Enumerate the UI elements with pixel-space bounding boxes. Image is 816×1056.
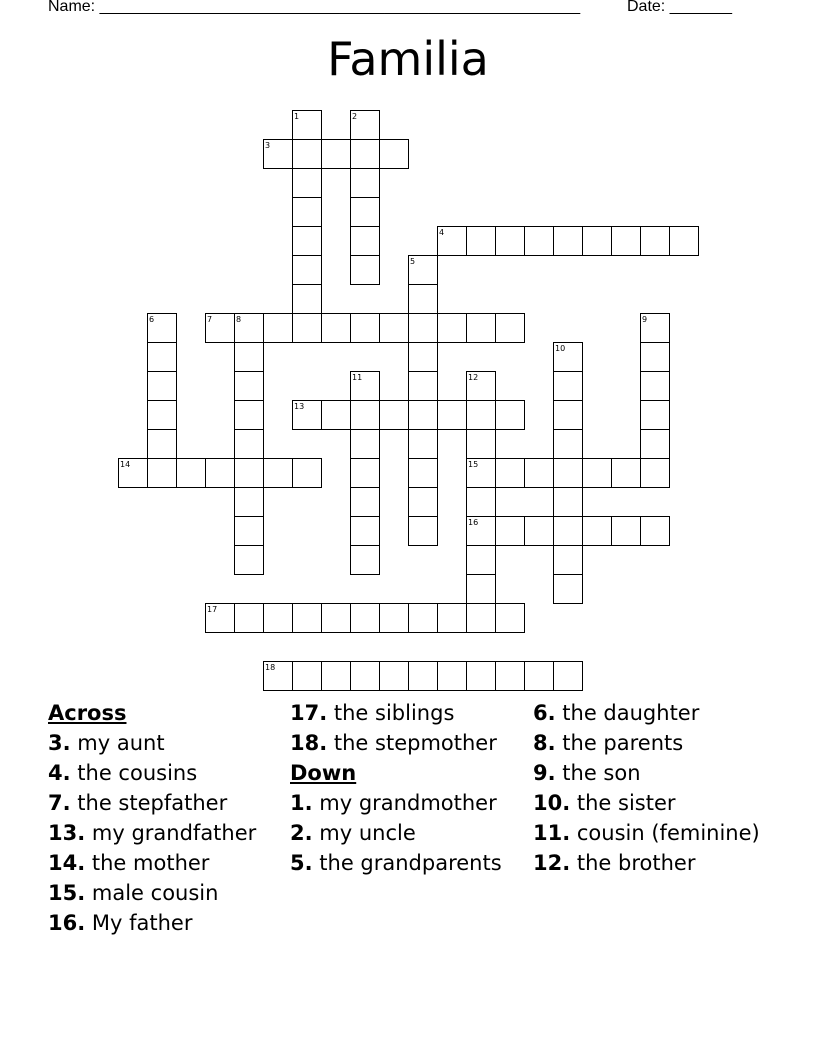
grid-cell[interactable] — [467, 401, 496, 430]
grid-cell[interactable] — [322, 604, 351, 633]
grid-cell[interactable] — [525, 517, 554, 546]
clue-text: male cousin — [91, 881, 219, 905]
clue-number-label: 1 — [294, 112, 300, 121]
grid-cell[interactable] — [467, 430, 496, 459]
grid-cell[interactable] — [583, 227, 612, 256]
clue-text: the cousins — [77, 761, 198, 785]
clue-text: the grandparents — [319, 851, 502, 875]
clue-number-label: 16 — [468, 518, 479, 527]
grid-cell[interactable] — [351, 459, 380, 488]
grid-cell[interactable] — [380, 604, 409, 633]
grid-cell[interactable] — [641, 430, 670, 459]
clue-number: 12. — [533, 851, 571, 875]
grid-cell[interactable] — [351, 227, 380, 256]
clue-number: 17. — [290, 701, 328, 725]
grid-cell[interactable] — [409, 517, 438, 546]
grid-cell[interactable] — [409, 401, 438, 430]
grid-cell[interactable] — [148, 372, 177, 401]
grid-cell[interactable] — [293, 227, 322, 256]
grid-cell[interactable] — [293, 198, 322, 227]
grid-cell[interactable] — [641, 343, 670, 372]
down-clue — [533, 701, 773, 725]
clue-number: 3. — [48, 731, 71, 755]
grid-cell[interactable] — [351, 256, 380, 285]
clue-number-label: 7 — [207, 315, 213, 324]
across-clue — [48, 821, 283, 845]
grid-cell[interactable] — [380, 314, 409, 343]
clue-number: 14. — [48, 851, 86, 875]
grid-cell[interactable] — [409, 343, 438, 372]
grid-cell[interactable] — [554, 575, 583, 604]
grid-cell[interactable] — [670, 227, 699, 256]
across-clue — [48, 791, 283, 815]
clue-number: 18. — [290, 731, 328, 755]
clue-number-label: 12 — [468, 373, 479, 382]
date-field: Date: _______ — [627, 0, 732, 15]
clue-number-label: 6 — [149, 315, 155, 324]
grid-cell[interactable] — [148, 401, 177, 430]
clue-number-label: 4 — [439, 228, 445, 237]
grid-cell[interactable] — [554, 227, 583, 256]
clue-column-1 — [48, 701, 283, 941]
clue-number-label: 3 — [265, 141, 271, 150]
grid-cell[interactable] — [264, 604, 293, 633]
grid-cell[interactable] — [554, 372, 583, 401]
grid-cell[interactable] — [438, 401, 467, 430]
clue-number-label: 5 — [410, 257, 416, 266]
grid-cell[interactable] — [496, 401, 525, 430]
clue-number: 4. — [48, 761, 71, 785]
clue-number: 9. — [533, 761, 556, 785]
grid-cell[interactable] — [525, 662, 554, 691]
grid-cell[interactable] — [206, 459, 235, 488]
grid-cell[interactable] — [438, 604, 467, 633]
grid-cell[interactable] — [583, 517, 612, 546]
clue-number-label: 9 — [642, 315, 648, 324]
grid-cell[interactable] — [554, 488, 583, 517]
clue-number-label: 18 — [265, 663, 276, 672]
grid-cell[interactable] — [351, 140, 380, 169]
down-clue — [533, 791, 773, 815]
grid-cell[interactable] — [322, 662, 351, 691]
down-clue — [290, 791, 525, 815]
grid-cell[interactable] — [641, 227, 670, 256]
clue-number-label: 13 — [294, 402, 305, 411]
down-clue — [533, 731, 773, 755]
grid-cell[interactable] — [496, 517, 525, 546]
grid-cell[interactable] — [467, 546, 496, 575]
clue-number: 5. — [290, 851, 313, 875]
grid-cell[interactable] — [177, 459, 206, 488]
down-clue — [533, 821, 773, 845]
grid-cell[interactable] — [351, 488, 380, 517]
grid-cell[interactable] — [467, 575, 496, 604]
across-clue — [48, 851, 283, 875]
clue-number: 11. — [533, 821, 571, 845]
across-clue — [48, 761, 283, 785]
across-clue — [290, 731, 525, 755]
down-clue — [290, 821, 525, 845]
grid-cell[interactable] — [322, 314, 351, 343]
clue-text: the sister — [576, 791, 676, 815]
clue-number-label: 8 — [236, 315, 242, 324]
clue-number-label: 11 — [352, 373, 363, 382]
grid-cell[interactable] — [554, 430, 583, 459]
grid-cell[interactable] — [235, 372, 264, 401]
grid-cell[interactable] — [641, 517, 670, 546]
grid-cell[interactable] — [525, 227, 554, 256]
grid-cell[interactable] — [148, 430, 177, 459]
clue-number: 13. — [48, 821, 86, 845]
grid-cell[interactable] — [612, 227, 641, 256]
grid-cell[interactable] — [293, 169, 322, 198]
grid-cell[interactable] — [554, 546, 583, 575]
grid-cell[interactable] — [612, 517, 641, 546]
grid-cell[interactable] — [467, 227, 496, 256]
across-clue — [290, 701, 525, 725]
grid-cell[interactable] — [264, 459, 293, 488]
grid-cell[interactable] — [409, 372, 438, 401]
grid-cell[interactable] — [293, 314, 322, 343]
grid-cell[interactable] — [293, 604, 322, 633]
clue-number: 8. — [533, 731, 556, 755]
clue-column-3 — [533, 701, 773, 881]
grid-cell[interactable] — [235, 546, 264, 575]
grid-cell[interactable] — [235, 488, 264, 517]
clue-text: my grandfather — [91, 821, 257, 845]
clue-text: the siblings — [333, 701, 455, 725]
grid-cell[interactable] — [409, 662, 438, 691]
grid-cell[interactable] — [322, 401, 351, 430]
clue-number: 6. — [533, 701, 556, 725]
grid-cell[interactable] — [293, 140, 322, 169]
grid-cell[interactable] — [264, 314, 293, 343]
clue-text: the parents — [562, 731, 684, 755]
clue-text: the brother — [576, 851, 696, 875]
grid-cell[interactable] — [438, 662, 467, 691]
down-clue — [290, 851, 525, 875]
grid-cell[interactable] — [554, 459, 583, 488]
grid-cell[interactable] — [554, 517, 583, 546]
grid-cell[interactable] — [351, 604, 380, 633]
grid-cell[interactable] — [380, 401, 409, 430]
clue-number: 15. — [48, 881, 86, 905]
grid-cell[interactable] — [293, 459, 322, 488]
clue-text: cousin (feminine) — [576, 821, 760, 845]
down-clue — [533, 761, 773, 785]
grid-cell[interactable] — [293, 256, 322, 285]
grid-cell[interactable] — [583, 459, 612, 488]
down-heading: Down — [290, 761, 357, 785]
grid-cell[interactable] — [438, 314, 467, 343]
grid-cell[interactable] — [235, 430, 264, 459]
grid-cell[interactable] — [351, 314, 380, 343]
grid-cell[interactable] — [148, 459, 177, 488]
grid-cell[interactable] — [351, 198, 380, 227]
grid-cell[interactable] — [467, 314, 496, 343]
grid-cell[interactable] — [554, 662, 583, 691]
grid-cell[interactable] — [554, 401, 583, 430]
grid-cell[interactable] — [496, 662, 525, 691]
grid-cell[interactable] — [496, 459, 525, 488]
grid-cell[interactable] — [293, 285, 322, 314]
grid-cell[interactable] — [409, 459, 438, 488]
clue-text: the daughter — [562, 701, 700, 725]
clue-number-label: 10 — [555, 344, 566, 353]
clue-number-label: 17 — [207, 605, 218, 614]
down-clue — [533, 851, 773, 875]
clue-text: the son — [562, 761, 641, 785]
clue-number: 2. — [290, 821, 313, 845]
grid-cell[interactable] — [351, 430, 380, 459]
grid-cell[interactable] — [467, 662, 496, 691]
name-field: Name: ______________________________________________________ — [48, 0, 581, 15]
grid-cell[interactable] — [351, 517, 380, 546]
grid-cell[interactable] — [525, 459, 554, 488]
clue-text: the mother — [91, 851, 210, 875]
across-clue — [48, 731, 283, 755]
grid-cell[interactable] — [496, 604, 525, 633]
page-title: Familia — [327, 32, 489, 86]
grid-cell[interactable] — [409, 488, 438, 517]
grid-cell[interactable] — [612, 459, 641, 488]
clue-number: 1. — [290, 791, 313, 815]
grid-cell[interactable] — [641, 459, 670, 488]
grid-cell[interactable] — [641, 401, 670, 430]
grid-cell[interactable] — [351, 546, 380, 575]
clue-number-label: 15 — [468, 460, 479, 469]
clue-text: My father — [91, 911, 193, 935]
grid-cell[interactable] — [380, 662, 409, 691]
clue-text: my grandmother — [319, 791, 497, 815]
grid-cell[interactable] — [496, 227, 525, 256]
clue-text: the stepmother — [333, 731, 497, 755]
across-clue — [48, 881, 283, 905]
grid-cell[interactable] — [409, 430, 438, 459]
grid-cell[interactable] — [351, 401, 380, 430]
grid-cell[interactable] — [496, 314, 525, 343]
grid-cell[interactable] — [409, 604, 438, 633]
across-heading: Across — [48, 701, 127, 725]
grid-cell[interactable] — [467, 604, 496, 633]
grid-cell[interactable] — [380, 140, 409, 169]
clue-number-label: 2 — [352, 112, 358, 121]
grid-cell[interactable] — [235, 401, 264, 430]
clue-column-2 — [290, 701, 525, 881]
clue-number-label: 14 — [120, 460, 131, 469]
grid-cell[interactable] — [293, 662, 322, 691]
grid-cell[interactable] — [467, 488, 496, 517]
grid-cell[interactable] — [235, 604, 264, 633]
grid-cell[interactable] — [641, 372, 670, 401]
grid-cell[interactable] — [409, 314, 438, 343]
grid-cell[interactable] — [351, 169, 380, 198]
grid-cell[interactable] — [235, 459, 264, 488]
clue-number: 7. — [48, 791, 71, 815]
clue-text: the stepfather — [77, 791, 228, 815]
clue-text: my aunt — [77, 731, 165, 755]
clue-number: 10. — [533, 791, 571, 815]
clue-text: my uncle — [319, 821, 416, 845]
grid-cell[interactable] — [351, 662, 380, 691]
grid-cell[interactable] — [148, 343, 177, 372]
grid-cell[interactable] — [235, 343, 264, 372]
clue-number: 16. — [48, 911, 86, 935]
grid-cell[interactable] — [235, 517, 264, 546]
across-clue — [48, 911, 283, 935]
grid-cell[interactable] — [322, 140, 351, 169]
grid-cell[interactable] — [409, 285, 438, 314]
